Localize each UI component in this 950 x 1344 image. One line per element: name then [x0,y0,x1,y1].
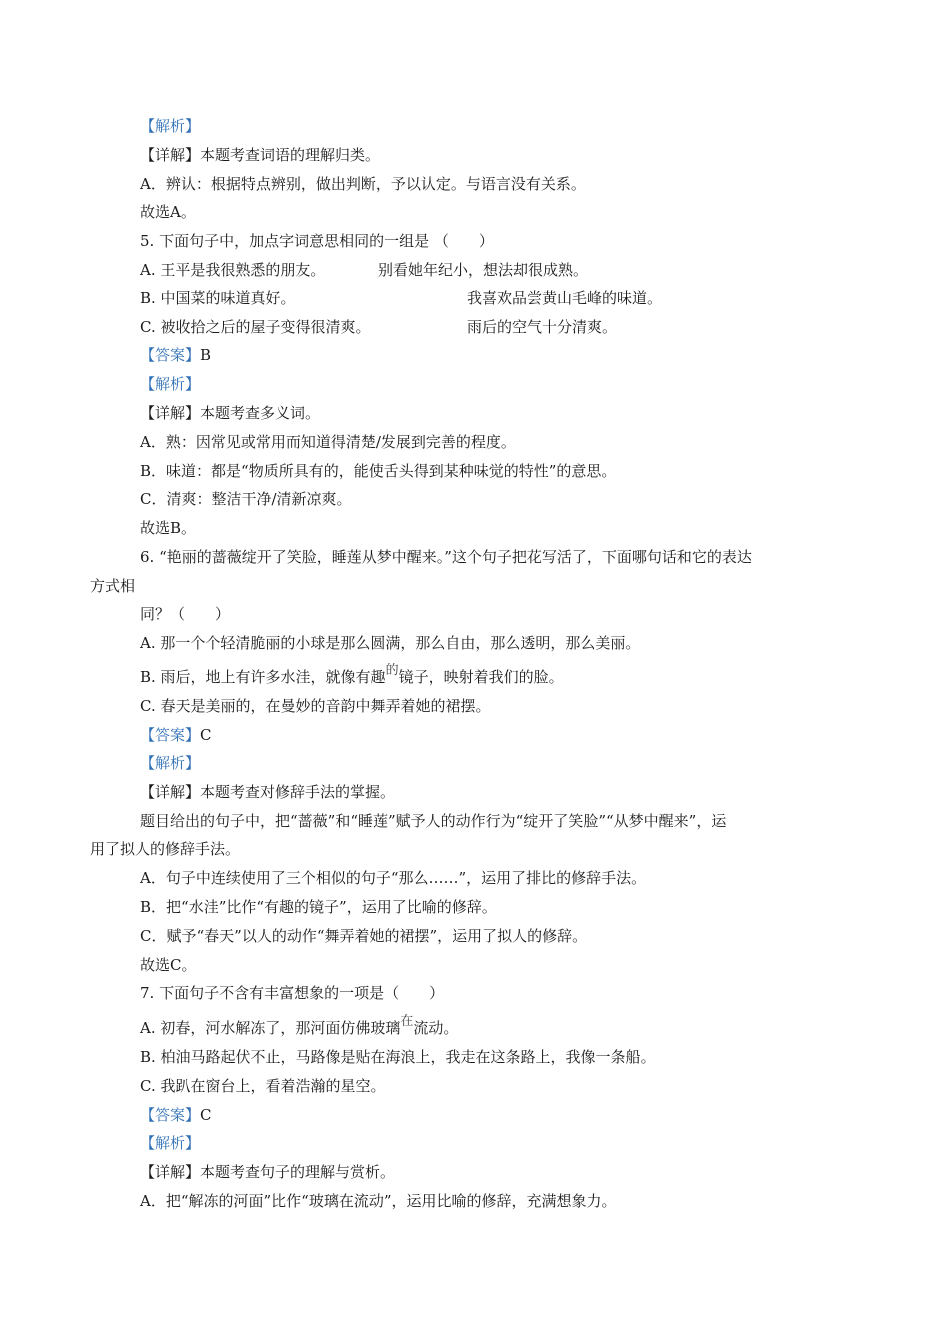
analysis-heading: 【解析】 [140,117,201,135]
detail-line: 【详解】本题考查词语的理解归类。 [140,146,381,164]
q7-option-a: A. 初春，河水解冻了，那河面仿佛玻璃在流动。 [140,1014,459,1037]
q6-paragraph-cont: 用了拟人的修辞手法。 [90,840,241,858]
q5-explanation-a: A．熟：因常见或常用而知道得清楚/发展到完善的程度。 [140,433,516,451]
q6-explanation-c: C．赋予“春天”以人的动作“舞弄着她的裙摆”，运用了拟人的修辞。 [140,927,588,945]
q7-detail-line: 【详解】本题考查句子的理解与赏析。 [140,1163,396,1181]
q5-conclusion: 故选B。 [140,519,197,537]
q5-option-c-second: 雨后的空气十分清爽。 [467,318,618,336]
q5-option-c: C. 被收拾之后的屋子变得很清爽。 [140,318,371,336]
q5-option-a: A. 王平是我很熟悉的朋友。 [140,261,326,279]
q5-explanation-c: C．清爽：整洁干净/清新凉爽。 [140,490,352,508]
question-5-stem: 5. 下面句子中，加点字词意思相同的一组是 （ ） [140,232,494,250]
question-7-stem: 7. 下面句子不含有丰富想象的一项是（ ） [140,984,445,1002]
q6-explanation-b: B．把“水洼”比作“有趣的镜子”，运用了比喻的修辞。 [140,898,497,916]
q5-option-b-second: 我喜欢品尝黄山毛峰的味道。 [467,289,663,307]
question-6-stem-cont: 方式相 [90,577,136,595]
q5-option-a-second: 别看她年纪小，想法却很成熟。 [378,261,589,279]
q5-detail-line: 【详解】本题考查多义词。 [140,404,321,422]
q7-explanation-a: A．把“解冻的河面”比作“玻璃在流动”，运用比喻的修辞，充满想象力。 [140,1192,617,1210]
q6-option-a: A. 那一个个轻清脆丽的小球是那么圆满，那么自由，那么透明，那么美丽。 [140,634,641,652]
q5-answer: 【答案】B [140,346,212,364]
question-6-stem-end: 同？（ ） [140,605,231,623]
q6-conclusion: 故选C。 [140,956,197,974]
q6-answer: 【答案】C [140,726,212,744]
q5-analysis-heading: 【解析】 [140,375,201,393]
q7-option-c: C. 我趴在窗台上，看着浩瀚的星空。 [140,1077,386,1095]
q5-explanation-b: B．味道：都是“物质所具有的，能使舌头得到某种味觉的特性”的意思。 [140,462,617,480]
q7-answer: 【答案】C [140,1106,212,1124]
question-6-stem: 6. “艳丽的蔷薇绽开了笑脸，睡莲从梦中醒来。”这个句子把花写活了，下面哪句话和它的表达 [140,548,752,566]
q6-analysis-heading: 【解析】 [140,754,201,772]
q6-option-b: B. 雨后，地上有许多水洼，就像有趣的镜子，映射着我们的脸。 [140,663,564,686]
q6-paragraph: 题目给出的句子中，把“蔷薇”和“睡莲”赋予人的动作行为“绽开了笑脸”“从梦中醒来”，运 [140,812,727,830]
q6-option-c: C. 春天是美丽的，在曼妙的音韵中舞弄着她的裙摆。 [140,697,491,715]
q6-explanation-a: A．句子中连续使用了三个相似的句子“那么……”，运用了排比的修辞手法。 [140,869,647,887]
q7-analysis-heading: 【解析】 [140,1134,201,1152]
q5-option-b: B. 中国菜的味道真好。 [140,289,296,307]
q6-detail-line: 【详解】本题考查对修辞手法的掌握。 [140,783,396,801]
conclusion-line: 故选A。 [140,203,196,221]
explanation-line: A．辨认：根据特点辨别，做出判断，予以认定。与语言没有关系。 [140,175,586,193]
q7-option-b: B. 柏油马路起伏不止，马路像是贴在海浪上，我走在这条路上，我像一条船。 [140,1048,656,1066]
